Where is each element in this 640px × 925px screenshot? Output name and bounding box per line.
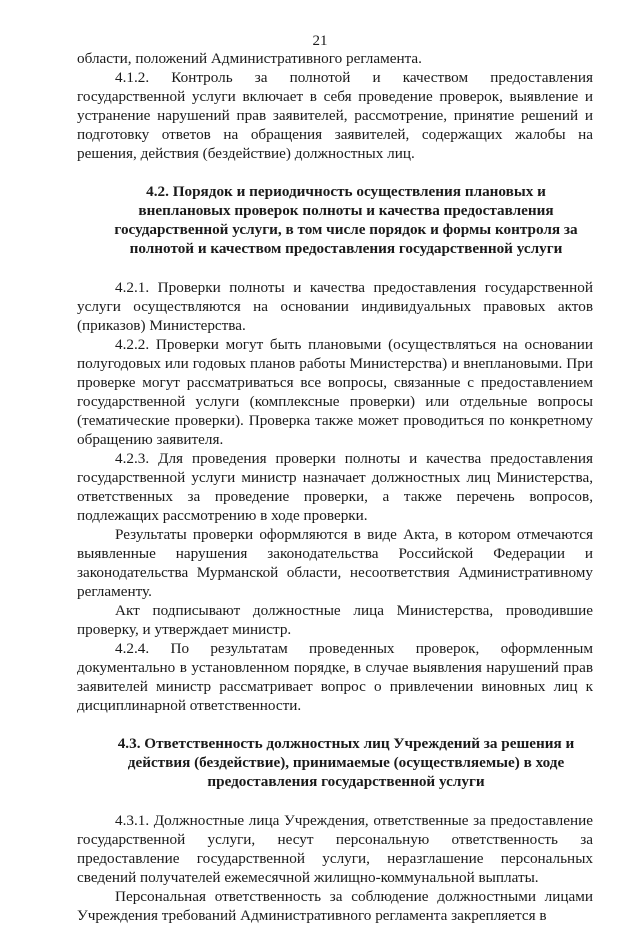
paragraph: 4.2.3. Для проведения проверки полноты и качества предоставления государственной услуги министр назначает должностных лиц Министерства, ответственных за проведение проверки, а также перечень вопросов, подлежащих рассмотрению в ходе проверки. [77,450,593,524]
paragraph: 4.2.4. По результатам проведенных проверок, оформленным документально в установленном порядке, в случае выявления нарушений прав заявителей министр рассматривает вопрос о привлечении виновных лиц к дисциплинарной ответственности. [77,640,593,714]
paragraph: Персональная ответственность за соблюдение должностными лицами Учреждения требований Административного регламента закрепляется в [77,888,593,924]
document-body [77,49,593,925]
section-heading-4-3 [77,734,593,791]
heading-line: 4.2. Порядок и периодичность осуществления плановых и [146,183,546,200]
heading-line: внеплановых проверок полноты и качества предоставления [138,202,554,219]
paragraph: 4.2.2. Проверки могут быть плановыми (осуществляться на основании полугодовых или годовых планов работы Министерства) и внеплановыми. При проверке могут рассматриваться все вопросы, связанные с предоставлением государственной услуги (комплексные проверки) или отдельные вопросы (тематические проверки). Проверка также может проводиться по конкретному обращению заявителя. [77,336,593,448]
heading-line: 4.3. Ответственность должностных лиц Учреждений за решения и [117,735,575,752]
paragraph: области, положений Административного регламента. [77,50,422,67]
page-number: 21 [312,33,328,49]
paragraph: 4.3.1. Должностные лица Учреждения, ответственные за предоставление государственной услуги, несут персональную ответственность за предоставление государственной услуги, неразглашение персональных сведений получателей ежемесячной жилищно-коммунальной выплаты. [77,812,593,886]
paragraph: 4.1.2. Контроль за полнотой и качеством предоставления государственной услуги включает в себя проведение проверок, выявление и устранение нарушений прав заявителей, рассмотрение, принятие решений и подготовку ответов на обращения заявителей, содержащих жалобы на решения, действия (бездействие) должностных лиц. [77,69,593,162]
paragraph: 4.2.1. Проверки полноты и качества предоставления государственной услуги осуществляются на основании индивидуальных правовых актов (приказов) Министерства. [77,279,593,334]
paragraph: Результаты проверки оформляются в виде Акта, в котором отмечаются выявленные нарушения законодательства Российской Федерации и законодательства Мурманской области, несоответствия Административному регламенту. [77,526,593,600]
heading-line: полнотой и качеством предоставления государственной услуги [129,240,563,257]
heading-line: предоставления государственной услуги [207,773,485,790]
section-heading-4-2 [77,182,593,258]
paragraph: Акт подписывают должностные лица Министерства, проводившие проверку, и утверждает министр. [77,602,593,638]
heading-line: действия (бездействие), принимаемые (осуществляемые) в ходе [127,754,565,771]
heading-line: государственной услуги, в том числе порядок и формы контроля за [114,221,578,238]
